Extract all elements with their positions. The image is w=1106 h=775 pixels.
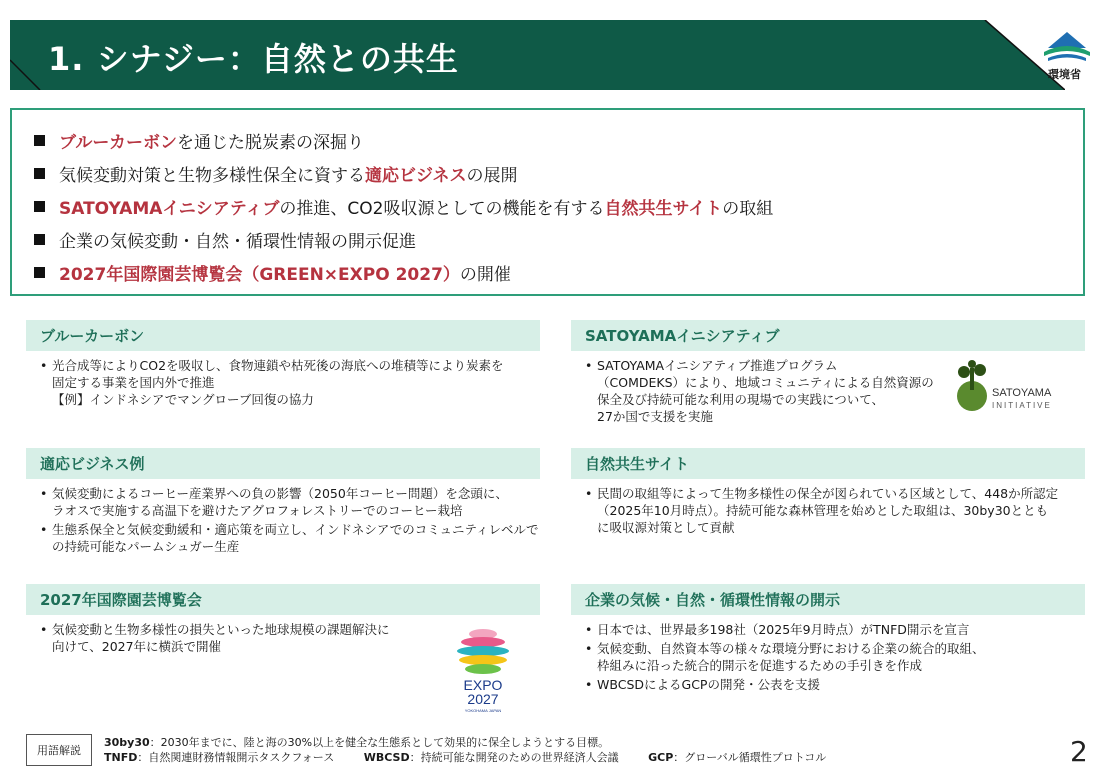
line-text: • 日本では、世界最多198社（2025年9月時点）がTNFD開示を宣言 xyxy=(597,622,970,637)
line-text: （COMDEKS）により、地域コミュニティによる自然資源の xyxy=(597,375,934,390)
panel-title: 企業の気候・自然・循環性情報の開示 xyxy=(571,584,1085,615)
list-item xyxy=(40,521,540,555)
panel-title: ブルーカーボン xyxy=(26,320,540,351)
line-text: 固定する事業を国内外で推進 xyxy=(52,375,215,390)
glossary-definition: ：自然関連財務情報開示タスクフォース xyxy=(137,751,335,764)
list-item xyxy=(585,485,1085,536)
line-text: • 気候変動と生物多様性の損失といった地球規模の課題解決に xyxy=(52,622,390,637)
panel-body xyxy=(571,479,1085,536)
glossary-line xyxy=(104,750,826,765)
line-text: • 光合成等によりCO2を吸収し、食物連鎖や枯死後の海底への堆積等により炭素を xyxy=(52,358,504,373)
glossary-definition: ：グローバル循環性プロトコル xyxy=(673,751,827,764)
page-number: 2 xyxy=(1070,735,1088,768)
summary-item xyxy=(34,157,1083,190)
glossary-term: WBCSD xyxy=(363,751,410,764)
line-text: 【例】インドネシアでマングローブ回復の協力 xyxy=(52,392,314,407)
glossary-term: GCP xyxy=(648,751,674,764)
line-text: • 民間の取組等によって生物多様性の保全が図られている区域として、448か所認定 xyxy=(597,486,1059,501)
line-text: 枠組みに沿った統合的開示を促進するための手引きを作成 xyxy=(597,658,923,673)
glossary xyxy=(104,735,826,765)
square-bullet-icon xyxy=(34,201,45,212)
page-title: 1. シナジー：自然との共生 xyxy=(48,40,459,78)
satoyama-logo-text: SATOYAMA xyxy=(992,387,1052,399)
glossary-term: TNFD xyxy=(104,751,138,764)
panel-body xyxy=(26,479,540,555)
glossary-definition: ：持続可能な開発のための世界経済人会議 xyxy=(409,751,619,764)
square-bullet-icon xyxy=(34,267,45,278)
summary-box xyxy=(10,108,1085,296)
summary-text: を通じた脱炭素の深掘り xyxy=(176,133,364,153)
summary-text: の推進、CO2吸収源としての機能を有する xyxy=(279,199,605,219)
line-text: ラオスで実施する高温下を避けたアグロフォレストリーでのコーヒー栽培 xyxy=(52,503,463,518)
summary-highlight: 自然共生サイト xyxy=(604,199,723,219)
line-text: • 気候変動によるコーヒー産業界への負の影響（2050年コーヒー問題）を念頭に、 xyxy=(52,486,508,501)
summary-highlight: 適応ビジネス xyxy=(365,166,467,186)
summary-item xyxy=(34,223,1083,256)
list-item xyxy=(40,357,540,408)
square-bullet-icon xyxy=(34,234,45,245)
ministry-name: 環境省 xyxy=(1048,68,1081,81)
panel-disclosure xyxy=(571,584,1085,695)
panel-title: 2027年国際園芸博覧会 xyxy=(26,584,540,615)
summary-highlight: ブルーカーボン xyxy=(59,133,177,153)
line-text: （2025年10月時点）。持続可能な森林管理を始めとした取組は、30by30ととも xyxy=(597,503,1049,518)
panel-body xyxy=(26,351,540,408)
glossary-line xyxy=(104,735,826,750)
expo-flower-icon xyxy=(452,624,514,714)
summary-text: の展開 xyxy=(466,166,518,186)
summary-text: 気候変動対策と生物多様性保全に資する xyxy=(59,166,365,186)
glossary-term: 30by30 xyxy=(104,736,150,749)
summary-highlight: SATOYAMAイニシアティブ xyxy=(59,199,280,219)
square-bullet-icon xyxy=(34,135,45,146)
summary-text: の開催 xyxy=(459,265,511,285)
satoyama-tree-icon xyxy=(952,360,1067,416)
line-text: 向けて、2027年に横浜で開催 xyxy=(52,639,222,654)
panel-nature-site xyxy=(571,448,1085,538)
summary-item xyxy=(34,190,1083,223)
line-text: 保全及び持続可能な利用の現場での実践について、 xyxy=(597,392,885,407)
line-text: 27か国で支援を実施 xyxy=(597,409,713,424)
list-item xyxy=(585,621,1085,638)
line-text: • 生態系保全と気候変動緩和・適応策を両立し、インドネシアでのコミュニティレベルで xyxy=(52,522,539,537)
expo-logo-text: EXPO xyxy=(463,677,503,693)
glossary-definition: ：2030年までに、陸と海の30%以上を健全な生態系として効果的に保全しようとする目標。 xyxy=(149,736,610,749)
summary-text: 企業の気候変動・自然・循環性情報の開示促進 xyxy=(59,232,416,252)
summary-text: の取組 xyxy=(722,199,774,219)
panel-title: SATOYAMAイニシアティブ xyxy=(571,320,1085,351)
list-item xyxy=(585,676,1085,693)
panel-title: 自然共生サイト xyxy=(571,448,1085,479)
panel-blue-carbon xyxy=(26,320,540,410)
expo-logo xyxy=(452,624,514,714)
summary-item xyxy=(34,124,1083,157)
line-text: に吸収源対策として貢献 xyxy=(597,520,735,535)
summary-item xyxy=(34,256,1083,289)
expo-logo-year: 2027 xyxy=(467,691,499,707)
satoyama-logo xyxy=(952,360,1067,416)
line-text: の持続可能なパームシュガー生産 xyxy=(52,539,240,554)
line-text: • 気候変動、自然資本等の様々な環境分野における企業の統合的取組、 xyxy=(597,641,985,656)
line-text: • WBCSDによるGCPの開発・公表を支援 xyxy=(597,677,820,692)
list-item xyxy=(40,485,540,519)
title-banner xyxy=(10,20,1065,90)
panel-title: 適応ビジネス例 xyxy=(26,448,540,479)
panel-body xyxy=(571,615,1085,693)
panel-adaptation xyxy=(26,448,540,557)
satoyama-logo-subtext: INITIATIVE xyxy=(992,401,1052,410)
glossary-label: 用語解説 xyxy=(26,734,92,766)
line-text: • SATOYAMAイニシアティブ推進プログラム xyxy=(597,358,838,373)
expo-logo-location: YOKOHAMA JAPAN xyxy=(464,708,502,713)
summary-highlight: 2027年国際園芸博覧会（GREEN×EXPO 2027） xyxy=(59,265,460,285)
square-bullet-icon xyxy=(34,168,45,179)
list-item xyxy=(585,640,1085,674)
